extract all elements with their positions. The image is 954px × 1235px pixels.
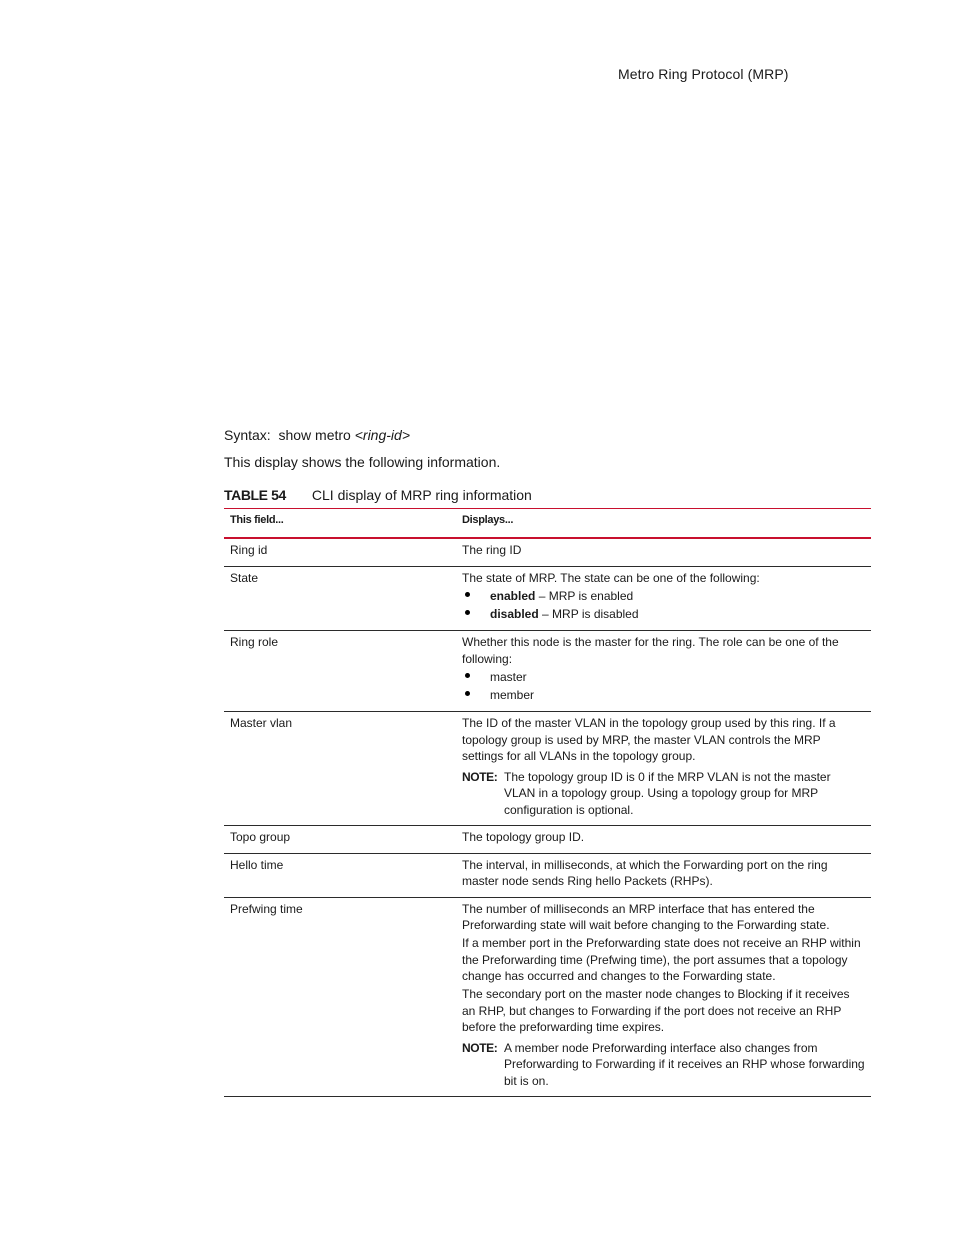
bullet-item (462, 668, 865, 686)
bullet-term: enabled (490, 589, 536, 603)
description-paragraph: The interval, in milliseconds, at which the Forwarding port on the ring master node sends Ring hello Packets (RHPs). (462, 857, 828, 888)
description-paragraph: The topology group ID. (462, 830, 585, 844)
description-paragraph: The secondary port on the master node changes to Blocking if it receives an RHP, but changes to Forwarding if the port does not receive an RHP before the preforwarding time expires. (462, 987, 850, 1034)
table-title: CLI display of MRP ring information (311, 487, 532, 503)
field-description (456, 567, 871, 631)
table-header (224, 508, 871, 539)
table-number: TABLE 54 (224, 487, 286, 503)
table-caption (224, 487, 532, 503)
column-header-field: This field... (230, 514, 284, 526)
note-text: The topology group ID is 0 if the MRP VLAN is not the master VLAN in a topology group. Using a topology group for MRP configuration is optional. (504, 769, 831, 817)
field-description (456, 826, 871, 853)
field-name: Hello time (230, 857, 284, 872)
field-name: Master vlan (230, 716, 293, 730)
description-paragraph: The number of milliseconds an MRP interface that has entered the Preforwarding state will wait before changing to the Forwarding state. (462, 901, 830, 932)
bullet-text: master (490, 670, 527, 684)
table-row (224, 567, 871, 632)
syntax-label: Syntax: (224, 427, 271, 443)
syntax-line (224, 427, 410, 443)
field-name: Prefwing time (230, 901, 303, 916)
note-label: NOTE: (462, 1040, 498, 1055)
bullet-item (462, 605, 865, 623)
field-description (456, 898, 871, 1097)
bullet-text: – MRP is enabled (535, 589, 634, 603)
field-name: Ring id (230, 543, 268, 557)
column-header-displays: Displays... (462, 514, 514, 526)
table-row (224, 712, 871, 826)
note (462, 1040, 865, 1090)
mrp-info-table (224, 508, 871, 1097)
table-row (224, 631, 871, 712)
note-label: NOTE: (462, 769, 498, 784)
field-description (456, 631, 871, 711)
field-description (456, 712, 871, 825)
syntax-command: show metro (278, 427, 351, 443)
note-text: A member node Preforwarding interface also changes from Preforwarding to Forwarding if it receives an RHP whose forwarding bit is on. (504, 1040, 865, 1088)
table-row (224, 539, 871, 567)
description-paragraph: The state of MRP. The state can be one of the following: (462, 570, 760, 585)
bullet-text: member (490, 688, 535, 702)
bullet-text: – MRP is disabled (538, 607, 639, 621)
note (462, 769, 865, 819)
description-paragraph: Whether this node is the master for the ring. The role can be one of the following: (462, 635, 839, 666)
bullet-item (462, 686, 865, 704)
bullet-term: disabled (490, 607, 539, 621)
field-name: Topo group (230, 830, 291, 844)
field-name: Ring role (230, 635, 279, 649)
intro-text: This display shows the following information. (224, 454, 501, 470)
table-row (224, 826, 871, 854)
description-paragraph: The ring ID (462, 543, 522, 557)
table-row (224, 854, 871, 898)
description-paragraph: If a member port in the Preforwarding state does not receive an RHP within the Preforwarding time (Prefwing time), the port assumes that a topology change has occurred and changes to the Forwarding state. (462, 936, 861, 983)
description-paragraph: The ID of the master VLAN in the topology group used by this ring. If a topology group is used by MRP, the master VLAN controls the MRP settings for all VLANs in the topology group. (462, 716, 836, 763)
field-description (456, 539, 871, 566)
field-name: State (230, 570, 259, 585)
bullet-list (462, 668, 865, 704)
field-description (456, 854, 871, 897)
bullet-item (462, 587, 865, 605)
table-row (224, 898, 871, 1098)
running-header: Metro Ring Protocol (MRP) (618, 66, 789, 82)
bullet-list (462, 587, 865, 623)
syntax-argument: <ring-id> (354, 427, 410, 443)
table-body (224, 539, 871, 1097)
